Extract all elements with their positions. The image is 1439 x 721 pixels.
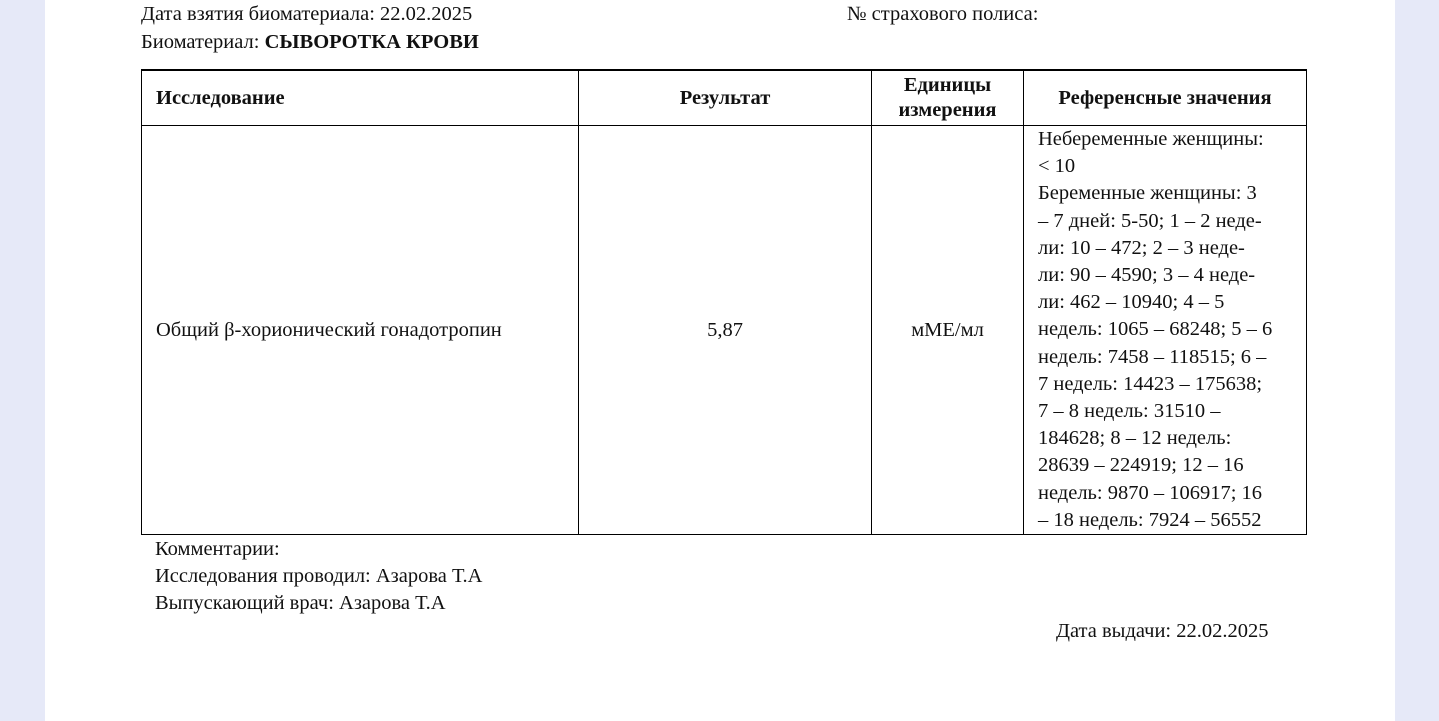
study-name-cell: Общий β-хорионический гонадотропин	[142, 126, 579, 535]
reference-line: 28639 – 224919; 12 – 16	[1038, 454, 1244, 477]
result-value-cell: 5,87	[579, 126, 872, 535]
insurance-policy-label: № страхового полиса:	[847, 3, 1039, 25]
reference-line: Небеременные женщины:	[1038, 128, 1264, 150]
units-header-line2: измерения	[898, 99, 997, 121]
issuing-doctor-line: Выпускающий врач: Азарова Т.А	[155, 592, 446, 614]
sample-date-line	[141, 3, 472, 26]
column-header-result: Результат	[579, 70, 872, 126]
reference-line: 7 – 8 недель: 31510 –	[1038, 400, 1221, 423]
sample-date-value: 22.02.2025	[380, 3, 473, 25]
column-header-units	[872, 70, 1024, 126]
reference-line: 7 недель: 14423 – 175638;	[1038, 372, 1263, 395]
reference-line: 184628; 8 – 12 недель:	[1038, 427, 1232, 450]
table-header-row	[142, 70, 1307, 126]
reference-line: ли: 10 – 472; 2 – 3 неде-	[1038, 236, 1245, 259]
reference-line: ли: 462 – 10940; 4 – 5	[1038, 291, 1225, 314]
biomaterial-line	[141, 31, 479, 54]
reference-line: ли: 90 – 4590; 3 – 4 неде-	[1038, 264, 1256, 287]
performed-by-line: Исследования проводил: Азарова Т.А	[155, 565, 483, 587]
reference-line: – 7 дней: 5-50; 1 – 2 неде-	[1038, 209, 1262, 232]
reference-values-cell	[1024, 126, 1307, 535]
column-header-study: Исследование	[142, 70, 579, 126]
document-page	[45, 0, 1395, 721]
issue-date-line: Дата выдачи: 22.02.2025	[1056, 620, 1269, 642]
reference-line: недель: 1065 – 68248; 5 – 6	[1038, 318, 1273, 341]
column-header-reference: Референсные значения	[1024, 70, 1307, 126]
units-header-line1: Единицы	[903, 74, 992, 96]
comments-label: Комментарии:	[155, 538, 280, 560]
reference-line: недель: 7458 – 118515; 6 –	[1038, 345, 1267, 368]
biomaterial-label: Биоматериал:	[141, 31, 260, 53]
reference-line: – 18 недель: 7924 – 56552	[1038, 508, 1262, 531]
reference-line: недель: 9870 – 106917; 16	[1038, 481, 1263, 504]
sample-date-label: Дата взятия биоматериала:	[141, 3, 375, 25]
results-table	[141, 69, 1307, 535]
reference-values-text	[1038, 126, 1292, 534]
biomaterial-value: СЫВОРОТКА КРОВИ	[264, 31, 479, 53]
reference-line: Беременные женщины: 3	[1038, 182, 1257, 205]
table-row	[142, 126, 1307, 535]
units-cell: мМЕ/мл	[872, 126, 1024, 535]
reference-line: < 10	[1038, 155, 1076, 178]
